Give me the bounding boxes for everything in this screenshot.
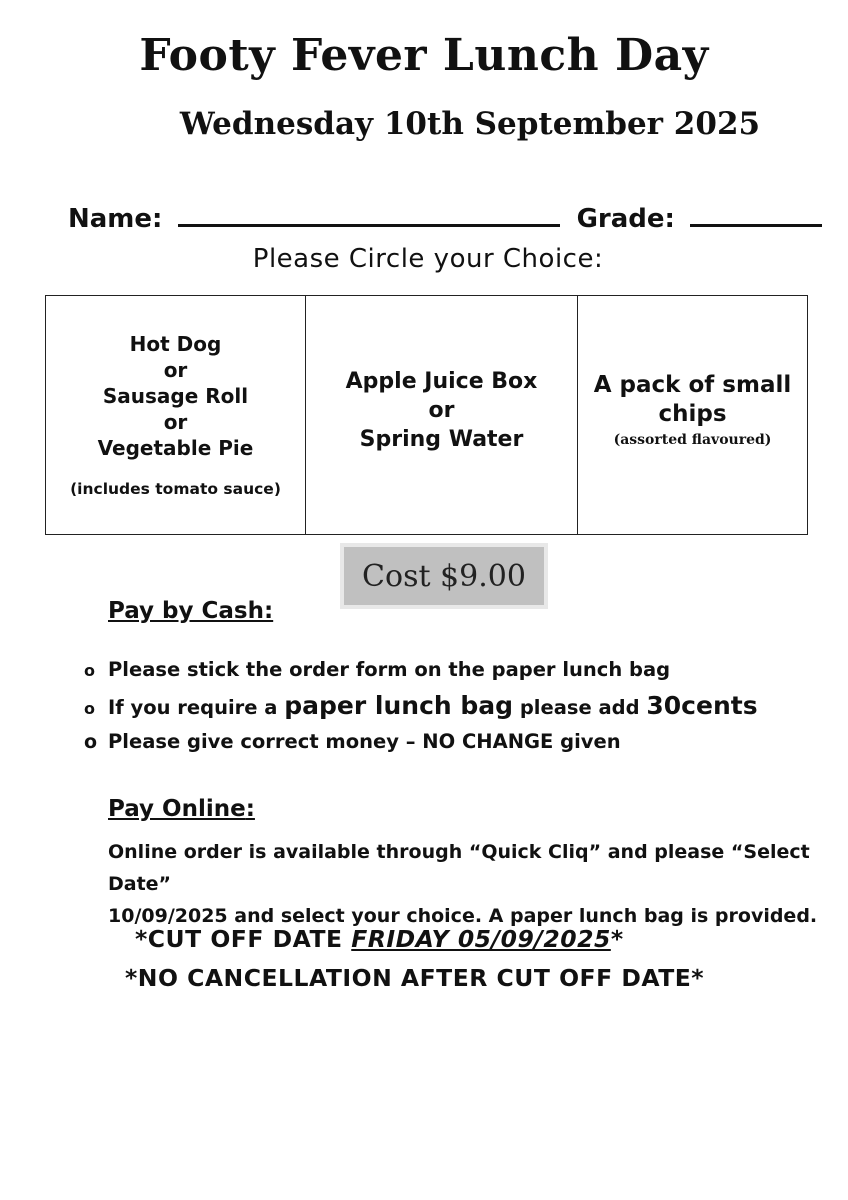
grade-field[interactable] xyxy=(690,202,822,227)
pay-online-heading xyxy=(108,796,255,822)
bullet-marker: o xyxy=(84,699,95,718)
bullet-emphasis: paper lunch bag xyxy=(284,691,514,720)
pay-cash-heading: Pay by Cash: xyxy=(108,598,274,624)
bullet-text: Please give correct money – NO CHANGE given xyxy=(108,730,621,753)
no-cancellation-notice: *NO CANCELLATION AFTER CUT OFF DATE* xyxy=(125,964,705,992)
name-label: Name: xyxy=(68,204,163,234)
cutoff-notice xyxy=(135,925,624,953)
online-line: 10/09/2025 and select your choice. A paper lunch bag is provided. xyxy=(108,905,818,927)
menu-option: A pack of small xyxy=(593,372,792,398)
menu-or: or xyxy=(163,358,188,382)
menu-option: Sausage Roll xyxy=(102,384,249,408)
cutoff-prefix: *CUT OFF DATE xyxy=(135,925,352,953)
bullet-text: If you require a xyxy=(108,696,285,719)
online-line: Online order is available through “Quick Cliq” and please “Select Date” xyxy=(108,841,810,895)
menu-or: or xyxy=(428,397,455,423)
grade-label: Grade: xyxy=(576,204,675,234)
bullet-marker: o xyxy=(84,661,95,680)
menu-cell-drink[interactable] xyxy=(305,296,577,534)
online-instructions xyxy=(108,836,848,932)
instruction-text: Please Circle your Choice: xyxy=(252,244,604,274)
page-title: Footy Fever Lunch Day xyxy=(139,30,709,81)
cost-badge: Cost $9.00 xyxy=(340,543,548,609)
bullet-text: please add xyxy=(513,696,647,719)
menu-option: Hot Dog xyxy=(129,332,222,356)
cutoff-suffix: * xyxy=(610,925,624,953)
name-field[interactable] xyxy=(178,202,560,227)
pay-online-heading-text: Pay Online xyxy=(108,796,246,822)
menu-option: Apple Juice Box xyxy=(345,368,538,394)
bullet-marker: o xyxy=(84,731,98,753)
menu-option: chips xyxy=(658,401,727,427)
list-item xyxy=(84,654,758,690)
name-grade-line xyxy=(68,202,822,234)
list-item xyxy=(84,726,758,762)
bullet-text: Please stick the order form on the paper lunch bag xyxy=(108,658,671,681)
menu-note: (includes tomato sauce) xyxy=(70,480,281,498)
menu-cell-snack[interactable] xyxy=(577,296,807,534)
cash-instructions-list xyxy=(84,654,758,762)
list-item xyxy=(84,690,758,726)
pay-online-heading-colon: : xyxy=(245,796,255,822)
menu-option: Spring Water xyxy=(359,426,524,452)
bullet-emphasis: 30cents xyxy=(646,691,758,720)
cutoff-date: FRIDAY 05/09/2025 xyxy=(351,925,611,953)
menu-option: Vegetable Pie xyxy=(97,436,254,460)
menu-table xyxy=(45,295,808,535)
menu-cell-food[interactable] xyxy=(46,296,305,534)
menu-or: or xyxy=(163,410,188,434)
event-date: Wednesday 10th September 2025 xyxy=(179,106,761,142)
menu-note: (assorted flavoured) xyxy=(613,432,772,448)
